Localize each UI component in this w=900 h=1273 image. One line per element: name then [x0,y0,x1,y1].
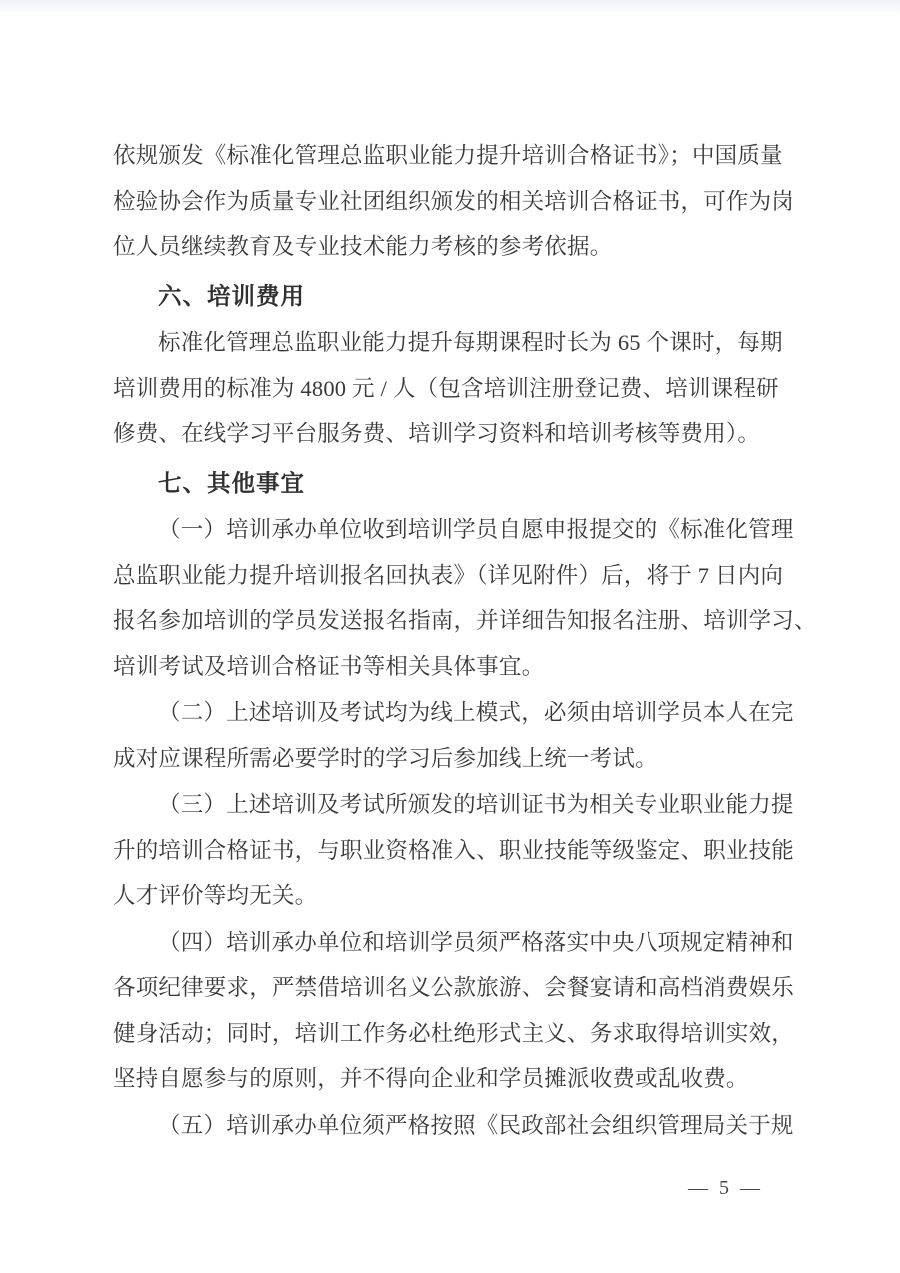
paragraph-item-1 [113,507,817,689]
section-heading-other-matters [113,461,803,507]
text-line: 人才评价等均无关。 [113,883,318,908]
paragraph-item-4 [113,920,803,1102]
text-line: 培训考试及培训合格证书等相关具体事宜。 [113,653,545,679]
section-heading-training-fees [113,274,803,320]
heading-line: 七、其他事宜 [158,469,305,496]
text-line: 各项纪律要求，严禁借培训名义公款旅游、会餐宴请和高档消费娱乐 [113,975,795,1000]
text-line: 总监职业能力提升培训报名回执表》（详见附件）后，将于 7 日内向 [113,562,784,588]
document-body [113,133,817,1148]
heading-line: 六、培训费用 [158,282,305,309]
text-line: 标准化管理总监职业能力提升每期课程时长为 65 个课时，每期 [158,330,783,355]
paragraph-item-5 [113,1103,803,1149]
paragraph-item-3 [113,782,803,919]
text-line: 升的培训合格证书，与职业资格准入、职业技能等级鉴定、职业技能 [113,837,795,863]
text-line: （二）上述培训及考试均为线上模式，必须由培训学员本人在完 [158,700,794,725]
paragraph-item-2 [113,690,803,781]
text-line: 位人员继续教育及专业技术能力考核的参考依据。 [113,234,613,259]
text-line: （一）培训承办单位收到培训学员自愿申报提交的《标准化管理 [158,517,794,542]
text-line: 检验协会作为质量专业社团组织颁发的相关培训合格证书，可作为岗 [113,188,795,214]
text-line: 依规颁发《标准化管理总监职业能力提升培训合格证书》；中国质量 [113,143,783,168]
text-line: （四）培训承办单位和培训学员须严格落实中央八项规定精神和 [158,929,794,955]
text-line: 培训费用的标准为 4800 元 / 人（包含培训注册登记费、培训课程研 [113,375,779,401]
paragraph-training-fees [113,320,803,457]
text-line: （三）上述培训及考试所颁发的培训证书为相关专业职业能力提 [158,792,794,817]
text-line: 报名参加培训的学员发送报名指南，并详细告知报名注册、培训学习、 [113,608,817,633]
text-line: 成对应课程所需必要学时的学习后参加线上统一考试。 [113,745,658,771]
page-number: — 5 — [688,1177,763,1199]
text-line: 坚持自愿参与的原则，并不得向企业和学员摊派收费或乱收费。 [113,1066,749,1091]
text-line: 健身活动；同时，培训工作务必杜绝形式主义、务求取得培训实效， [113,1020,795,1046]
text-line: 修费、在线学习平台服务费、培训学习资料和培训考核等费用）。 [113,421,761,446]
text-line: （五）培训承办单位须严格按照《民政部社会组织管理局关于规 [158,1112,794,1138]
paragraph-certificate-basis [113,133,803,270]
